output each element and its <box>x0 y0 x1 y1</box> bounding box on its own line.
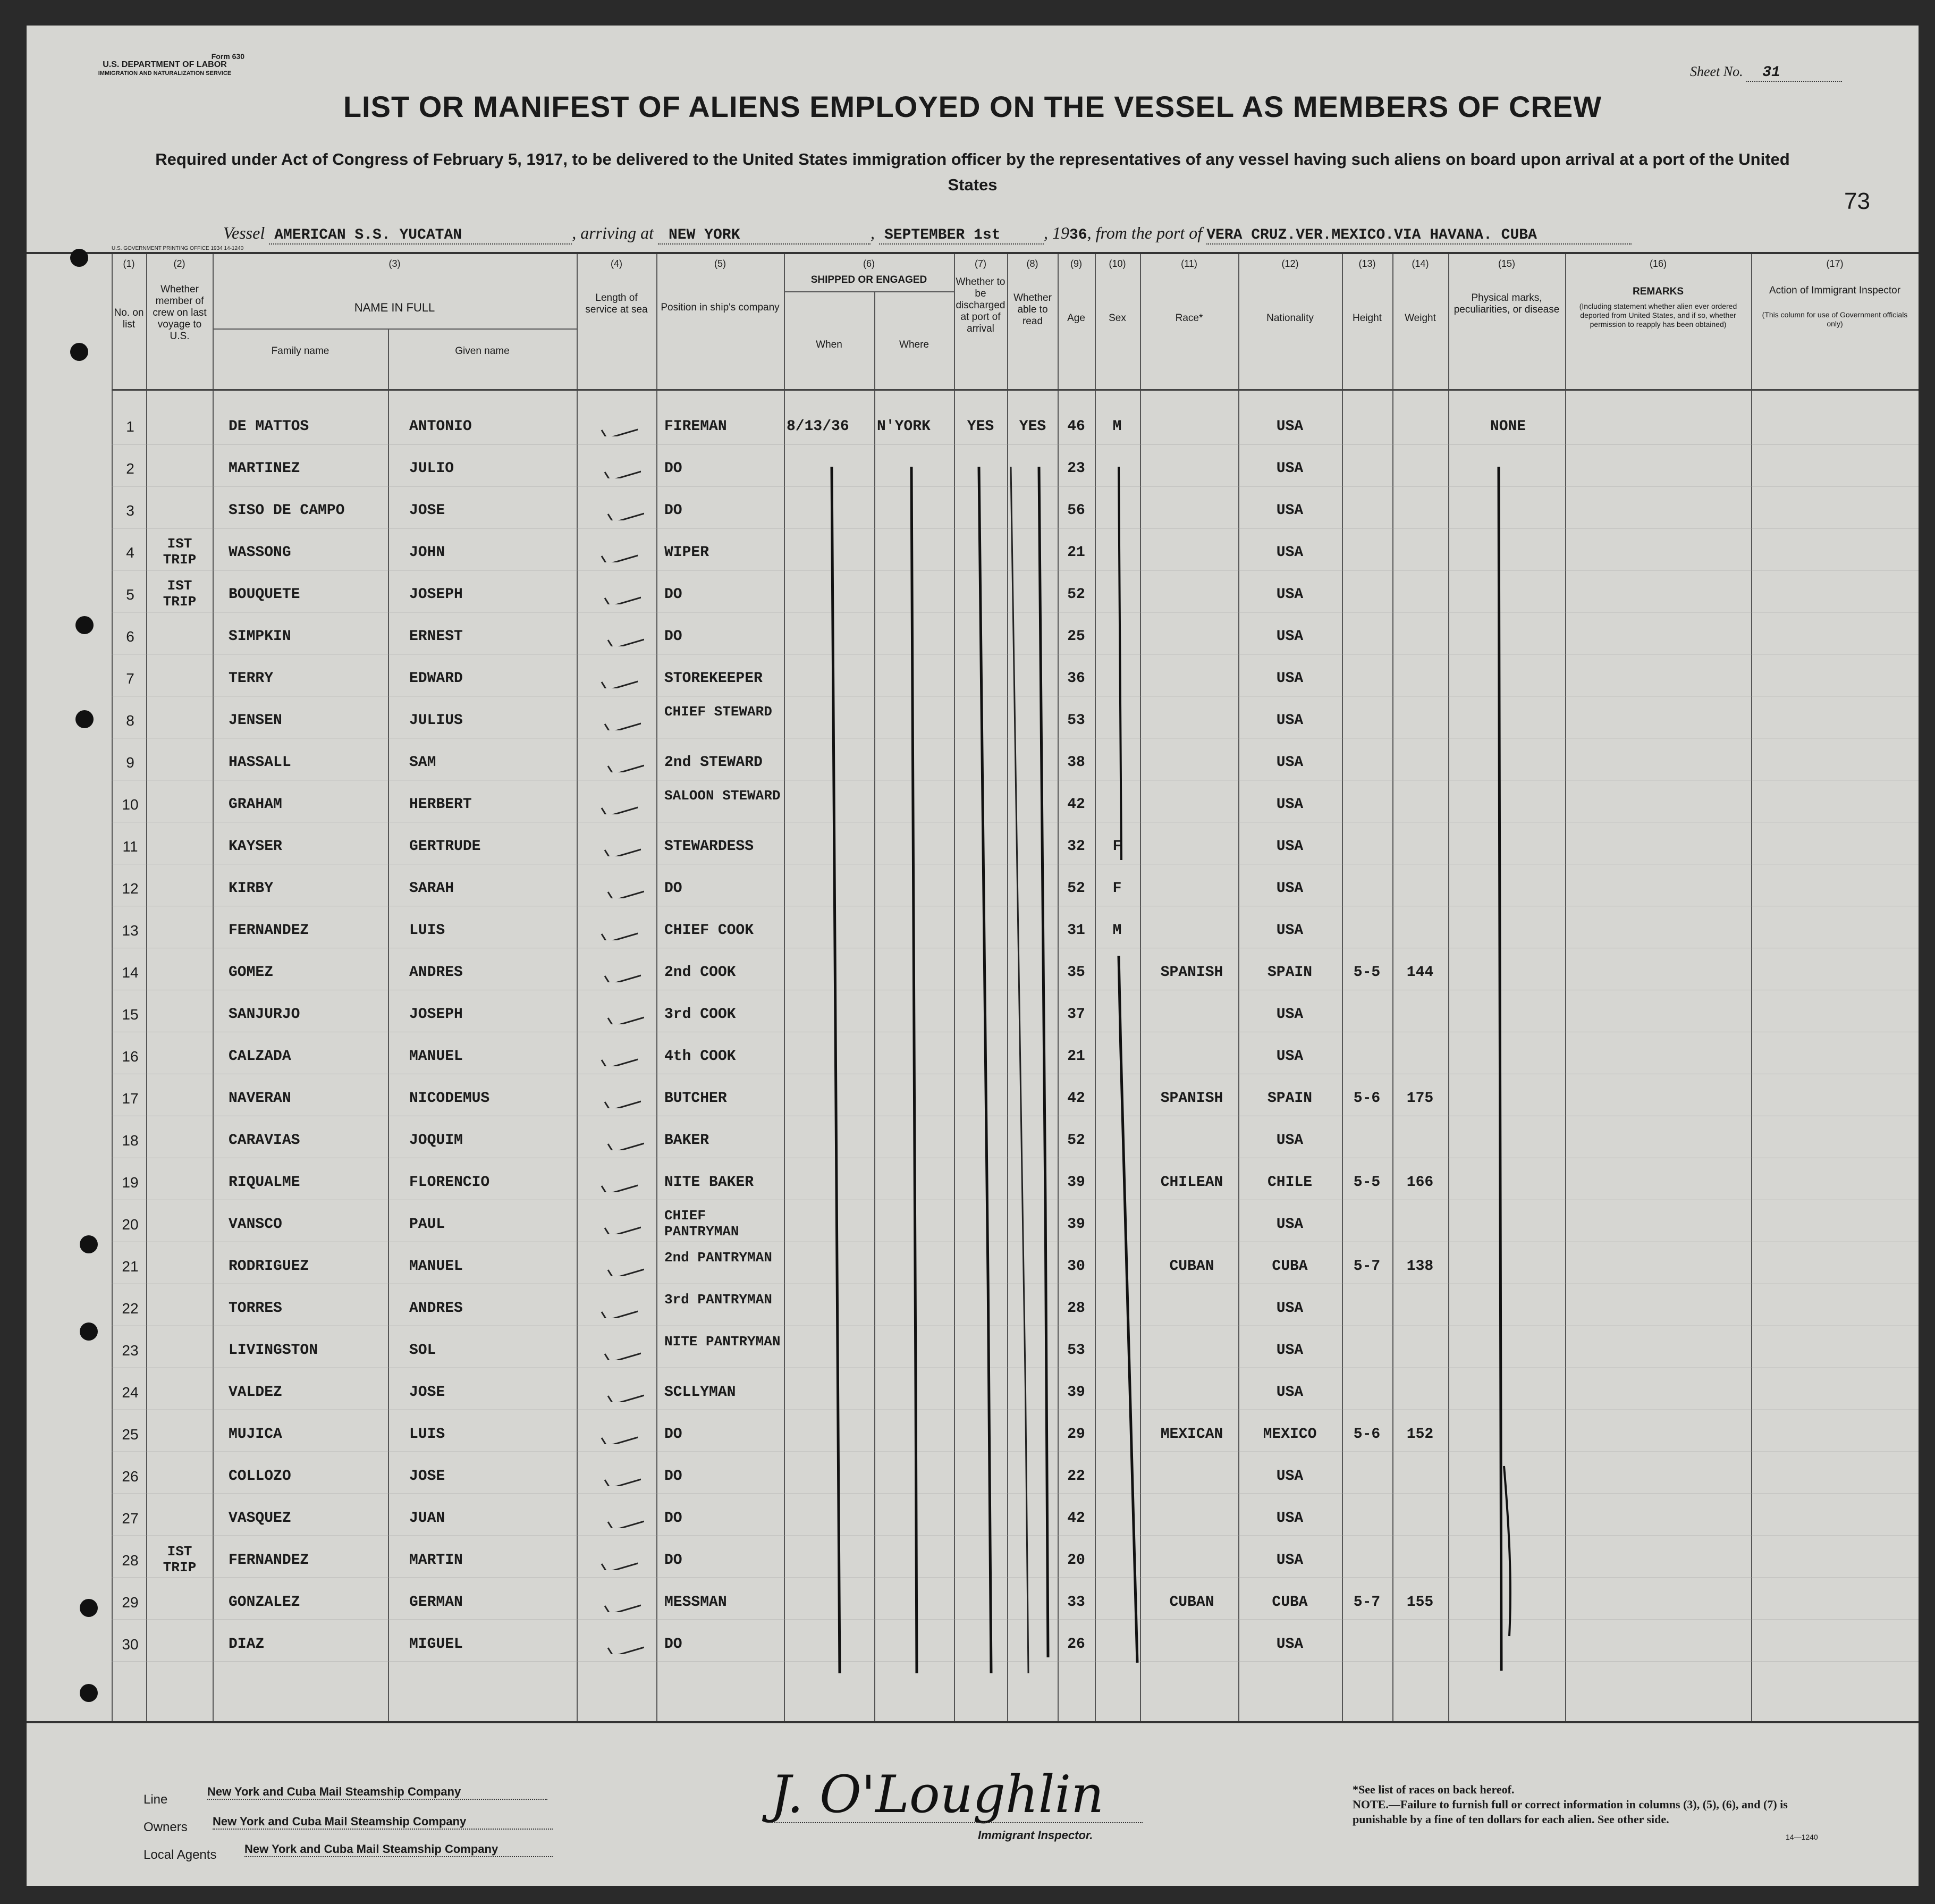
cell-pos: 3rd PANTRYMAN <box>664 1292 772 1308</box>
col-num: (6) <box>863 258 875 269</box>
cell-nat: USA <box>1276 922 1304 939</box>
cell-race: MEXICAN <box>1160 1426 1223 1443</box>
cell-age: 20 <box>1067 1552 1085 1569</box>
cell-nat: USA <box>1276 1384 1304 1401</box>
punch-hole <box>80 1322 98 1341</box>
cell-family: HASSALL <box>229 754 291 771</box>
signature-line <box>771 1822 1143 1823</box>
cell-pos: 2nd COOK <box>664 964 736 981</box>
cell-given: JULIUS <box>409 712 463 729</box>
owners-label: Owners <box>143 1820 188 1834</box>
cell-family: SISO DE CAMPO <box>229 502 345 519</box>
cell-pos: DO <box>664 502 682 519</box>
col-num: (1) <box>123 258 135 269</box>
cell-no: 21 <box>122 1258 139 1275</box>
cell-age: 30 <box>1067 1258 1085 1275</box>
cell-nat: USA <box>1276 460 1304 477</box>
col-head-where: Where <box>899 339 929 350</box>
cell-pos: SALOON STEWARD <box>664 788 781 804</box>
col-num: (10) <box>1109 258 1126 269</box>
sheet-number-value: 31 <box>1746 64 1842 82</box>
cell-age: 39 <box>1067 1384 1085 1401</box>
cell-no: 3 <box>126 502 134 519</box>
cell-family: BOUQUETE <box>229 586 300 603</box>
cell-family: CARAVIAS <box>229 1132 300 1149</box>
col-num: (14) <box>1412 258 1429 269</box>
cell-nat: USA <box>1276 1468 1304 1485</box>
col-head-height: Height <box>1353 313 1382 324</box>
cell-nat: USA <box>1276 754 1304 771</box>
col-head-nationality: Nationality <box>1266 313 1314 324</box>
cell-family: DE MATTOS <box>229 418 309 435</box>
cell-age: 22 <box>1067 1468 1085 1485</box>
col-head-last-voyage: Whether member of crew on last voyage to U.S. <box>153 284 207 342</box>
cell-no: 29 <box>122 1594 139 1611</box>
cell-nat: USA <box>1276 586 1304 603</box>
cell-pos: SCLLYMAN <box>664 1384 736 1401</box>
cell-family: TORRES <box>229 1300 282 1317</box>
cell-given: JOSEPH <box>409 586 463 603</box>
cell-family: SANJURJO <box>229 1006 300 1023</box>
col-head-shipped: SHIPPED OR ENGAGED <box>810 274 927 285</box>
cell-family: CALZADA <box>229 1048 291 1065</box>
cell-family: KIRBY <box>229 880 274 897</box>
cell-family: GOMEZ <box>229 964 274 981</box>
cell-age: 28 <box>1067 1300 1085 1317</box>
col-head-remarks: REMARKS <box>1632 286 1684 297</box>
cell-age: 42 <box>1067 1090 1085 1107</box>
cell-nat: USA <box>1276 418 1304 435</box>
line-value: New York and Cuba Mail Steamship Company <box>207 1785 547 1800</box>
cell-pos: DO <box>664 1468 682 1485</box>
agents-value: New York and Cuba Mail Steamship Company <box>244 1842 553 1857</box>
cell-where: N'YORK <box>877 418 931 435</box>
inspector-label: Immigrant Inspector. <box>978 1829 1093 1842</box>
cell-sex: F <box>1112 838 1122 855</box>
cell-given: SAM <box>409 754 436 771</box>
service-name: IMMIGRATION AND NATURALIZATION SERVICE <box>98 70 232 77</box>
cell-given: NICODEMUS <box>409 1090 490 1107</box>
cell-age: 52 <box>1067 1132 1085 1149</box>
cell-family: NAVERAN <box>229 1090 291 1107</box>
cell-age: 52 <box>1067 586 1085 603</box>
cell-nat: USA <box>1276 838 1304 855</box>
cell-no: 25 <box>122 1426 139 1443</box>
cell-no: 19 <box>122 1174 139 1191</box>
arrival-port: NEW YORK <box>658 227 871 245</box>
cell-family: KAYSER <box>229 838 282 855</box>
cell-nat: USA <box>1276 1342 1304 1359</box>
cell-age: 21 <box>1067 1048 1085 1065</box>
cell-no: 28 <box>122 1552 139 1569</box>
col-num: (17) <box>1826 258 1844 269</box>
cell-pos: DO <box>664 1426 682 1443</box>
manifest-sheet <box>27 26 1919 1886</box>
cell-given: JOHN <box>409 544 445 561</box>
cell-weight: 155 <box>1406 1594 1434 1611</box>
cell-given: ANDRES <box>409 1300 463 1317</box>
cell-age: 32 <box>1067 838 1085 855</box>
cell-nat: USA <box>1276 1006 1304 1023</box>
cell-no: 24 <box>122 1384 139 1401</box>
cell-family: COLLOZO <box>229 1468 291 1485</box>
cell-no: 9 <box>126 754 134 771</box>
col-num: (12) <box>1281 258 1299 269</box>
cell-weight: 138 <box>1406 1258 1434 1275</box>
punch-hole <box>80 1684 98 1702</box>
cell-nat: USA <box>1276 796 1304 813</box>
cell-nat: USA <box>1276 544 1304 561</box>
cell-pos: DO <box>664 460 682 477</box>
punch-hole <box>75 710 94 728</box>
cell-sex: M <box>1112 922 1122 939</box>
cell-pos: 4th COOK <box>664 1048 736 1065</box>
cell-given: LUIS <box>409 1426 445 1443</box>
vessel-label: Vessel <box>223 223 265 242</box>
cell-family: WASSONG <box>229 544 291 561</box>
arriving-label: , arriving at <box>572 223 654 242</box>
cell-age: 38 <box>1067 754 1085 771</box>
cell-no: 11 <box>122 838 138 855</box>
cell-age: 42 <box>1067 1510 1085 1527</box>
cell-age: 31 <box>1067 922 1085 939</box>
col-head-no: No. on list <box>114 307 144 330</box>
cell-given: EDWARD <box>409 670 463 687</box>
col-head-given: Given name <box>455 346 510 357</box>
cell-given: JUAN <box>409 1510 445 1527</box>
punch-hole <box>80 1599 98 1617</box>
cell-age: 39 <box>1067 1174 1085 1191</box>
cell-no: 14 <box>122 964 139 981</box>
cell-given: JOSE <box>409 502 445 519</box>
cell-no: 20 <box>122 1216 139 1233</box>
col-num: (5) <box>714 258 726 269</box>
cell-no: 26 <box>122 1468 139 1485</box>
cell-given: JOSEPH <box>409 1006 463 1023</box>
cell-family: GONZALEZ <box>229 1594 300 1611</box>
vessel-name: AMERICAN S.S. YUCATAN <box>269 227 572 245</box>
cell-nat: USA <box>1276 628 1304 645</box>
cell-given: SOL <box>409 1342 436 1359</box>
cell-family: LIVINGSTON <box>229 1342 318 1359</box>
cell-read: YES <box>1019 418 1046 435</box>
cell-no: 30 <box>122 1636 139 1653</box>
cell-no: 2 <box>126 460 134 477</box>
cell-race: CUBAN <box>1169 1258 1214 1275</box>
page-title: LIST OR MANIFEST OF ALIENS EMPLOYED ON THE VESSEL AS MEMBERS OF CREW <box>343 90 1602 123</box>
col-num: (15) <box>1498 258 1515 269</box>
col-head-sex: Sex <box>1109 313 1126 324</box>
cell-no: 8 <box>126 712 134 729</box>
department-name: U.S. DEPARTMENT OF LABOR <box>103 60 227 69</box>
cell-race: SPANISH <box>1160 1090 1223 1107</box>
cell-given: MANUEL <box>409 1048 463 1065</box>
cell-height: 5-5 <box>1353 1174 1381 1191</box>
cell-no: 27 <box>122 1510 139 1527</box>
footer-notes <box>1353 1782 1831 1827</box>
cell-pos: 2nd PANTRYMAN <box>664 1250 772 1266</box>
cell-last: IST TRIP <box>163 1544 197 1576</box>
cell-nat: SPAIN <box>1267 1090 1312 1107</box>
cell-family: RIQUALME <box>229 1174 300 1191</box>
punch-hole <box>70 249 88 267</box>
cell-last: IST TRIP <box>163 578 197 610</box>
cell-sex: F <box>1112 880 1122 897</box>
col-num: (16) <box>1649 258 1667 269</box>
cell-nat: USA <box>1276 1216 1304 1233</box>
races-note: *See list of races on back hereof. <box>1353 1783 1515 1796</box>
cell-nat: USA <box>1276 1510 1304 1527</box>
cell-given: HERBERT <box>409 796 472 813</box>
cell-pos: STEWARDESS <box>664 838 754 855</box>
cell-given: GERTRUDE <box>409 838 481 855</box>
cell-weight: 144 <box>1406 964 1434 981</box>
cell-given: JOQUIM <box>409 1132 463 1149</box>
cell-pos: BAKER <box>664 1132 709 1149</box>
col-head-weight: Weight <box>1405 313 1436 324</box>
arrival-date: SEPTEMBER 1st <box>879 227 1044 245</box>
cell-height: 5-6 <box>1353 1426 1381 1443</box>
cell-family: MUJICA <box>229 1426 282 1443</box>
cell-age: 25 <box>1067 628 1085 645</box>
line-label: Line <box>143 1792 168 1807</box>
cell-nat: USA <box>1276 880 1304 897</box>
cell-family: VANSCO <box>229 1216 282 1233</box>
cell-pos: BUTCHER <box>664 1090 727 1107</box>
cell-pos: DO <box>664 880 682 897</box>
cell-race: SPANISH <box>1160 964 1223 981</box>
cell-given: ANTONIO <box>409 418 472 435</box>
punch-hole <box>70 343 88 361</box>
company-block <box>143 1780 569 1863</box>
cell-nat: USA <box>1276 502 1304 519</box>
col-num: (8) <box>1026 258 1038 269</box>
cell-age: 26 <box>1067 1636 1085 1653</box>
cell-no: 15 <box>122 1006 139 1023</box>
from-label: , from the port of <box>1087 223 1203 242</box>
cell-nat: USA <box>1276 1300 1304 1317</box>
stamp-number: 73 <box>1844 188 1870 214</box>
cell-no: 22 <box>122 1300 139 1317</box>
cell-given: GERMAN <box>409 1594 463 1611</box>
cell-pos: FIREMAN <box>664 418 727 435</box>
col-head-when: When <box>816 339 842 350</box>
cell-no: 23 <box>122 1342 139 1359</box>
cell-nat: USA <box>1276 712 1304 729</box>
sheet-number-field <box>1690 64 1842 82</box>
year-prefix: , 19 <box>1043 223 1069 242</box>
form-code: 14—1240 <box>1786 1833 1818 1841</box>
cell-no: 12 <box>122 880 139 897</box>
cell-given: JOSE <box>409 1468 445 1485</box>
col-head-age: Age <box>1067 313 1085 324</box>
cell-pos: DO <box>664 586 682 603</box>
cell-disch: YES <box>967 418 994 435</box>
sheet-number-label: Sheet No. <box>1690 64 1743 79</box>
cell-age: 42 <box>1067 796 1085 813</box>
cell-when: 8/13/36 <box>787 418 849 435</box>
col-num: (3) <box>388 258 401 269</box>
cell-pos: CHIEF PANTRYMAN <box>664 1208 739 1240</box>
cell-age: 46 <box>1067 418 1085 435</box>
cell-nat: USA <box>1276 1048 1304 1065</box>
cell-given: JOSE <box>409 1384 445 1401</box>
cell-marks: NONE <box>1490 418 1526 435</box>
col-head-service: Length of service at sea <box>585 292 648 315</box>
cell-age: 56 <box>1067 502 1085 519</box>
cell-no: 18 <box>122 1132 139 1149</box>
cell-family: DIAZ <box>229 1636 265 1653</box>
cell-family: VALDEZ <box>229 1384 282 1401</box>
cell-pos: CHIEF COOK <box>664 922 754 939</box>
cell-height: 5-7 <box>1353 1594 1381 1611</box>
col-num: (2) <box>173 258 185 269</box>
cell-no: 4 <box>126 544 134 561</box>
cell-nat: USA <box>1276 670 1304 687</box>
cell-pos: DO <box>664 1552 682 1569</box>
col-num: (4) <box>611 258 622 269</box>
penalty-note: NOTE.—Failure to furnish full or correct information in columns (3), (5), (6), and (7) is punishable by a fine of ten dollars for each alien. See other side. <box>1353 1798 1788 1826</box>
cell-weight: 166 <box>1406 1174 1434 1191</box>
cell-age: 33 <box>1067 1594 1085 1611</box>
col-head-action: Action of Immigrant Inspector <box>1769 285 1901 296</box>
cell-family: MARTINEZ <box>229 460 300 477</box>
col-head-marks: Physical marks, peculiarities, or disease <box>1454 292 1560 315</box>
vessel-line <box>223 223 1632 245</box>
col-head-name: NAME IN FULL <box>354 302 435 314</box>
col-head-action-note: (This column for use of Government officials only) <box>1762 310 1908 328</box>
cell-nat: USA <box>1276 1552 1304 1569</box>
cell-no: 17 <box>122 1090 139 1107</box>
cell-height: 5-7 <box>1353 1258 1381 1275</box>
cell-given: ERNEST <box>409 628 463 645</box>
cell-age: 36 <box>1067 670 1085 687</box>
cell-pos: DO <box>664 628 682 645</box>
owners-value: New York and Cuba Mail Steamship Company <box>213 1815 553 1830</box>
col-head-race: Race* <box>1175 313 1203 324</box>
cell-age: 52 <box>1067 880 1085 897</box>
cell-pos: NITE PANTRYMAN <box>664 1334 781 1350</box>
cell-family: FERNANDEZ <box>229 922 309 939</box>
cell-sex: M <box>1112 418 1122 435</box>
col-head-position: Position in ship's company <box>661 302 780 313</box>
cell-family: JENSEN <box>229 712 282 729</box>
cell-given: MARTIN <box>409 1552 463 1569</box>
agents-label: Local Agents <box>143 1848 217 1862</box>
inspector-signature: J. O'Loughlin <box>771 1765 1104 1824</box>
col-num: (7) <box>975 258 986 269</box>
col-num: (13) <box>1358 258 1376 269</box>
comma-sep: , <box>870 223 875 242</box>
cell-given: MANUEL <box>409 1258 463 1275</box>
cell-pos: 2nd STEWARD <box>664 754 763 771</box>
departure-port: VERA CRUZ.VER.MEXICO.VIA HAVANA. CUBA <box>1206 227 1632 245</box>
cell-given: PAUL <box>409 1216 445 1233</box>
cell-given: FLORENCIO <box>409 1174 490 1191</box>
cell-nat: SPAIN <box>1267 964 1312 981</box>
cell-weight: 175 <box>1406 1090 1434 1107</box>
cell-weight: 152 <box>1406 1426 1434 1443</box>
cell-pos: MESSMAN <box>664 1594 727 1611</box>
cell-pos: NITE BAKER <box>664 1174 754 1191</box>
cell-family: FERNANDEZ <box>229 1552 309 1569</box>
page-subtitle: Required under Act of Congress of February 5, 1917, to be delivered to the United States immigration officer by the representatives of any vessel having such aliens on board upon arrival at a port of the United States <box>155 150 1790 194</box>
cell-pos: WIPER <box>664 544 709 561</box>
cell-given: SARAH <box>409 880 454 897</box>
form-header-block <box>85 52 244 78</box>
cell-age: 39 <box>1067 1216 1085 1233</box>
cell-pos: DO <box>664 1636 682 1653</box>
cell-family: SIMPKIN <box>229 628 291 645</box>
cell-pos: CHIEF STEWARD <box>664 704 772 720</box>
cell-no: 5 <box>126 586 134 603</box>
cell-age: 37 <box>1067 1006 1085 1023</box>
cell-last: IST TRIP <box>163 536 197 568</box>
cell-given: MIGUEL <box>409 1636 463 1653</box>
punch-hole <box>80 1235 98 1253</box>
col-head-read: Whether able to read <box>1013 292 1052 327</box>
cell-age: 21 <box>1067 544 1085 561</box>
crew-table <box>27 252 1919 1723</box>
cell-height: 5-6 <box>1353 1090 1381 1107</box>
cell-no: 7 <box>126 670 134 687</box>
cell-no: 1 <box>126 418 134 435</box>
cell-given: ANDRES <box>409 964 463 981</box>
cell-given: JULIO <box>409 460 454 477</box>
cell-age: 35 <box>1067 964 1085 981</box>
ditto-strokes <box>27 254 1919 1721</box>
col-num: (9) <box>1070 258 1082 269</box>
cell-family: VASQUEZ <box>229 1510 291 1527</box>
cell-pos: 3rd COOK <box>664 1006 736 1023</box>
arrival-year: 36 <box>1069 227 1087 243</box>
col-head-discharged: Whether to be discharged at port of arrival <box>956 276 1005 334</box>
cell-nat: CUBA <box>1272 1258 1308 1275</box>
col-head-remarks-note: (Including statement whether alien ever ordered deported from United States, and if so, whether permission to reapply has been obtained) <box>1579 302 1737 328</box>
col-num: (11) <box>1181 258 1197 269</box>
cell-no: 10 <box>122 796 139 813</box>
cell-family: GRAHAM <box>229 796 282 813</box>
cell-family: RODRIGUEZ <box>229 1258 309 1275</box>
cell-age: 53 <box>1067 712 1085 729</box>
cell-race: CHILEAN <box>1160 1174 1223 1191</box>
cell-nat: MEXICO <box>1263 1426 1317 1443</box>
col-head-family: Family name <box>271 346 329 357</box>
cell-height: 5-5 <box>1353 964 1381 981</box>
cell-no: 13 <box>122 922 139 939</box>
cell-age: 53 <box>1067 1342 1085 1359</box>
cell-nat: CUBA <box>1272 1594 1308 1611</box>
form-number: Form 630 <box>211 52 244 61</box>
cell-age: 23 <box>1067 460 1085 477</box>
cell-family: TERRY <box>229 670 274 687</box>
cell-pos: DO <box>664 1510 682 1527</box>
cell-age: 29 <box>1067 1426 1085 1443</box>
cell-no: 16 <box>122 1048 139 1065</box>
punch-hole <box>75 616 94 634</box>
cell-nat: CHILE <box>1267 1174 1312 1191</box>
cell-race: CUBAN <box>1169 1594 1214 1611</box>
cell-no: 6 <box>126 628 134 645</box>
printer-line: U.S. GOVERNMENT PRINTING OFFICE 1934 14-1240 <box>112 246 244 251</box>
cell-nat: USA <box>1276 1636 1304 1653</box>
cell-nat: USA <box>1276 1132 1304 1149</box>
cell-pos: STOREKEEPER <box>664 670 763 687</box>
cell-given: LUIS <box>409 922 445 939</box>
